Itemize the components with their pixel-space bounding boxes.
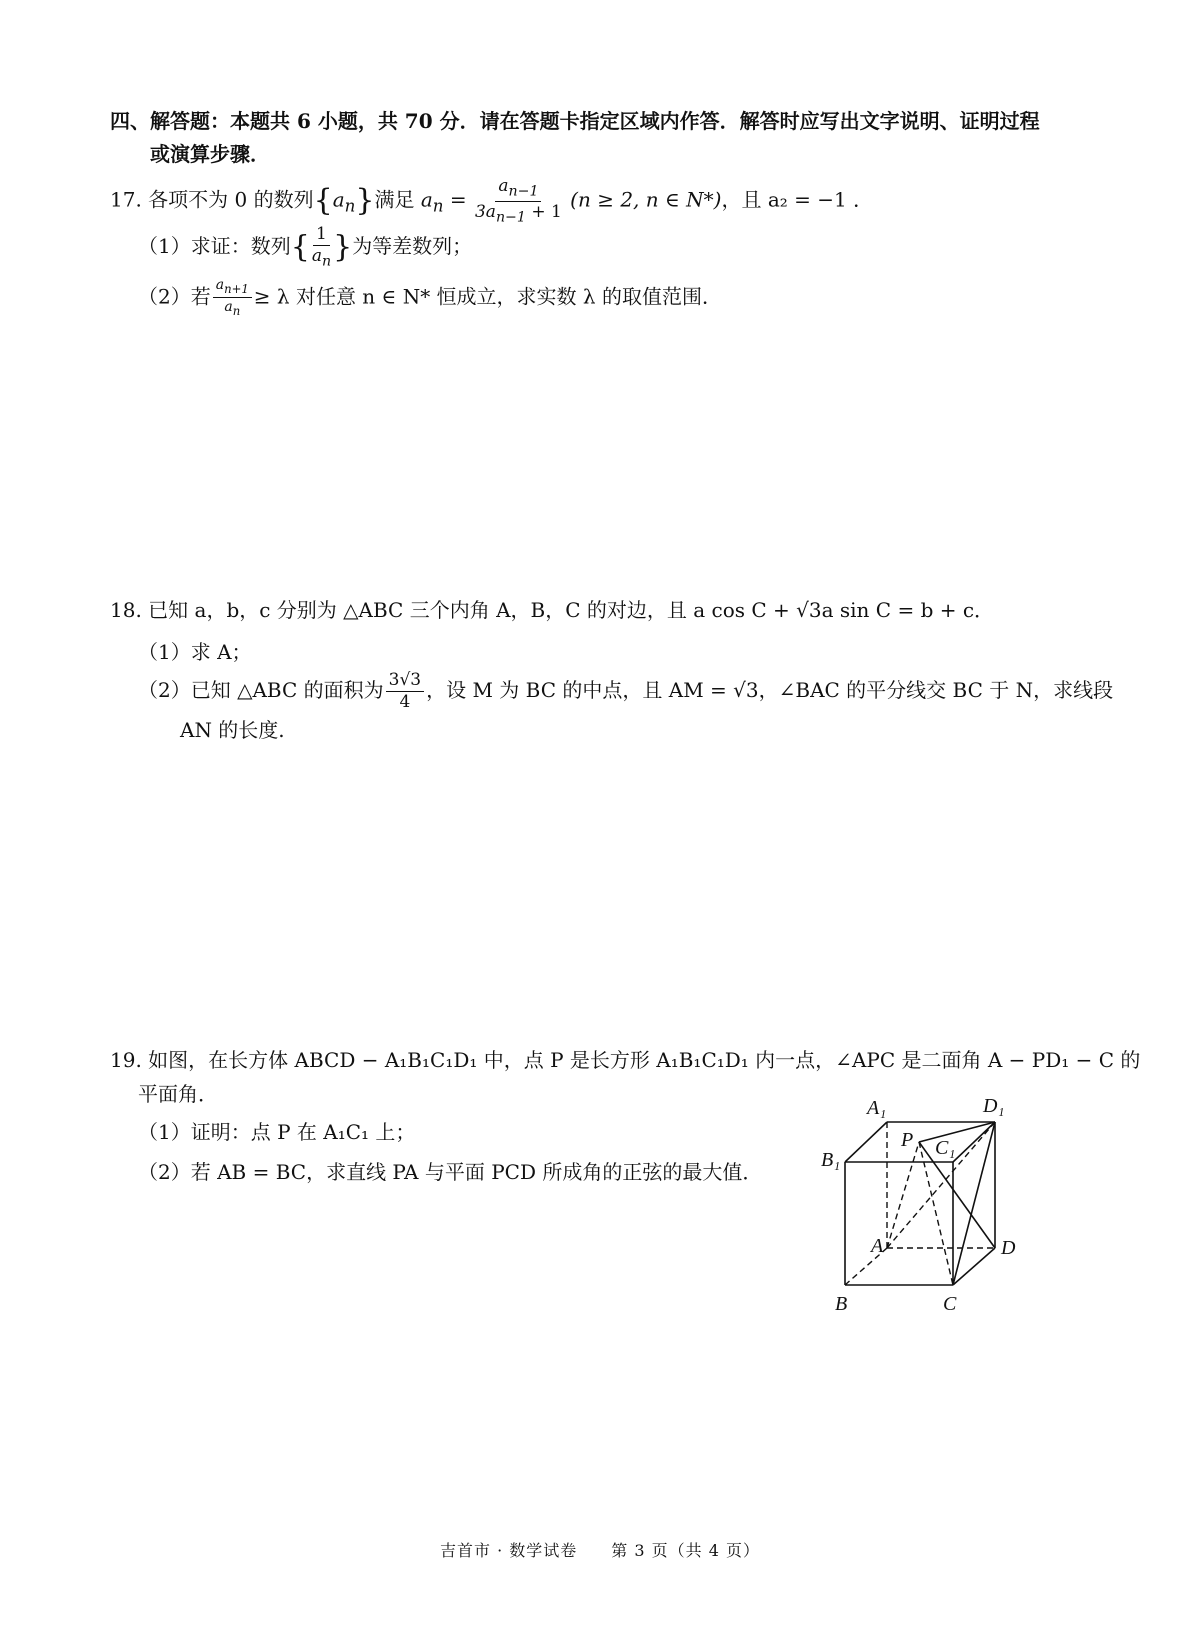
q18-part2-line2: AN 的长度. <box>180 718 285 742</box>
q18-area-fraction: $\frac{3√3}{4}$ <box>386 672 424 711</box>
q17-part1: （1）求证：数列{ $\frac{1}{a_n}$ }为等差数列； <box>138 224 473 270</box>
edge-b1-a1 <box>845 1122 887 1162</box>
label-b1: B₁ <box>821 1149 841 1171</box>
segment-a-p <box>887 1142 919 1248</box>
q17-ratio-fraction: $\frac{a_{n+1}}{a_n}$ <box>213 278 252 318</box>
page-footer: 吉首市 · 数学试卷 第 3 页（共 4 页） <box>440 1541 760 1560</box>
q19-part2: （2）若 AB = BC，求直线 PA 与平面 PCD 所成角的正弦的最大值． <box>138 1160 763 1184</box>
q17-recurrence-fraction: $\frac{a_{n-1}}{3a_{n-1} + 1}$ <box>474 176 562 225</box>
label-c: C <box>943 1293 957 1315</box>
label-d1: D₁ <box>983 1095 1005 1117</box>
edge-c-d <box>953 1248 995 1285</box>
label-b: B <box>835 1293 848 1315</box>
q17-reciprocal-fraction: $\frac{1}{a_n}$ <box>311 224 332 270</box>
q17-statement: 17. 各项不为 0 的数列$\{a_n\}$满足 $a_n$ = $\frac{a_{n-1}}{3a_{n-1} + 1}$ (n ≥ 2, n ∈ N*)，且 a₂ = −1 ． <box>110 176 874 225</box>
prism-figure <box>815 1090 1055 1320</box>
label-p: P <box>901 1129 914 1151</box>
q19-statement-line2: 平面角． <box>138 1082 218 1106</box>
q17-tail: ，且 a₂ = −1 ． <box>721 187 874 212</box>
q18-part2: （2）已知 △ABC 的面积为 $\frac{3√3}{4}$ ，设 M 为 BC 的中点，且 AM = √3，∠BAC 的平分线交 BC 于 N，求线段 <box>138 670 1114 712</box>
section-heading-line1: 四、解答题：本题共 6 小题，共 70 分．请在答题卡指定区域内作答．解答时应写出文字说明、证明过程 <box>110 109 1040 133</box>
q19-part1: （1）证明：点 P 在 A₁C₁ 上； <box>138 1120 416 1144</box>
section-heading-line2: 或演算步骤． <box>150 142 270 166</box>
label-a1: A₁ <box>867 1097 887 1119</box>
label-a: A <box>871 1235 884 1257</box>
label-d: D <box>1001 1237 1016 1259</box>
q17-prefix: 17. 各项不为 0 的数列 <box>110 187 314 212</box>
q19-statement: 19. 如图，在长方体 ABCD − A₁B₁C₁D₁ 中，点 P 是长方形 A₁B₁C₁D₁ 内一点，∠APC 是二面角 A − PD₁ − C 的 <box>110 1048 1141 1072</box>
q18-part1: （1）求 A； <box>138 640 252 664</box>
q17-part2: （2）若 $\frac{a_{n+1}}{a_n}$ ≥ λ 对任意 n ∈ N* 恒成立，求实数 λ 的取值范围． <box>138 277 722 319</box>
q17-condition: (n ≥ 2, n ∈ N*) <box>570 187 722 212</box>
label-c1: C₁ <box>935 1137 956 1159</box>
segment-p-c-hidden <box>919 1142 953 1285</box>
q18-statement: 18. 已知 a，b，c 分别为 △ABC 三个内角 A，B，C 的对边，且 a cos C + √3a sin C = b + c． <box>110 598 995 622</box>
